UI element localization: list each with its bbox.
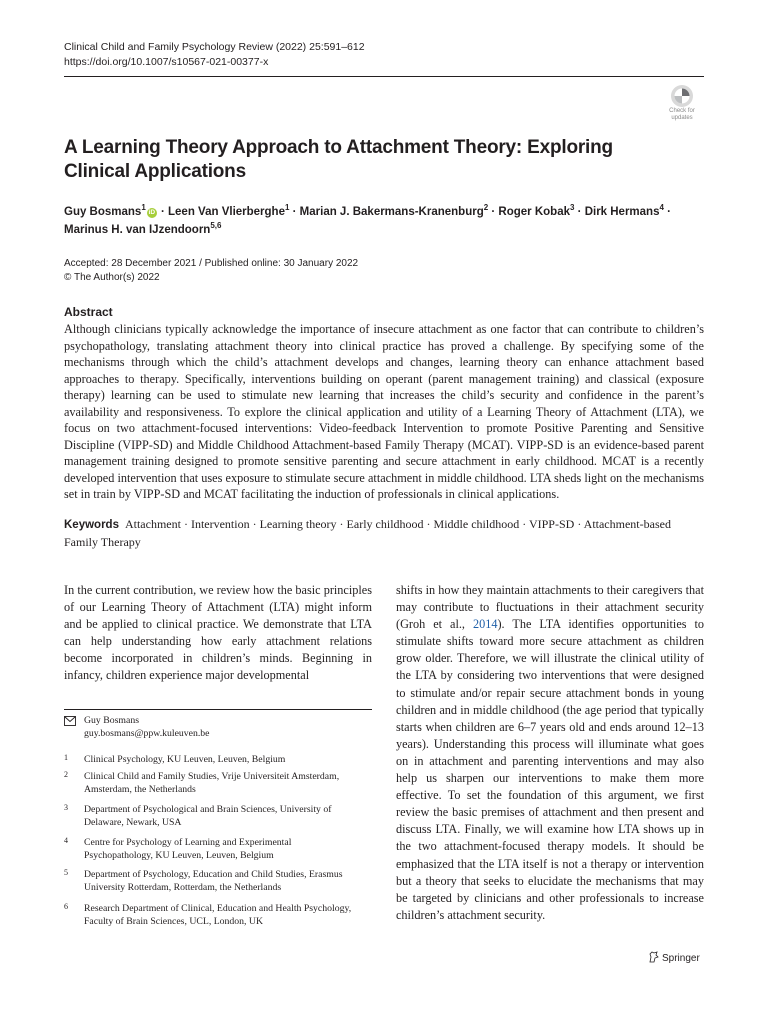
author-affiliation: 1 <box>284 203 290 213</box>
author-name[interactable]: Guy Bosmans <box>64 206 142 218</box>
affiliation-text: Clinical Child and Family Studies, Vrije Universiteit Amsterdam, Amsterdam, the Netherlands <box>84 771 340 795</box>
abstract-text: Although clinicians typically acknowledge the importance of insecure attachment as one factor that can contribute to children’s psychopathology, translating attachment theory into clinical practice has proved a challenge. By specifying some of the mechanisms through which the child’s attachment develops and changes, learning theory can enhance attachment based approaches to therapy. Specifically, interventions building on operant (parent management training) and classical (exposure therapy) learning can be used to stimulate new learning that increases the child’s security and confidence in the parent’s availability and responsiveness. To explore the clinical application and utility of a Learning Theory of Attachment (LTA), we focus on two attachment-focused interventions: Video-feedback Intervention to promote Positive Parenting and Sensitive Discipline (VIPP-SD) and Middle Childhood Attachment-based Family Therapy (MCAT). VIPP-SD is an evidence-based parent management training designed to promote sensitive parenting and secure attachment in early childhood. MCAT is a recently developed intervention that uses exposure to stimulate secure attachment in middle childhood. LTA sheds light on the mechanisms set in train by VIPP-SD and MCAT facilitating the induction of professionals in clinical applications. <box>64 322 704 502</box>
footnote-divider <box>64 709 372 710</box>
journal-header <box>64 40 365 70</box>
author-name[interactable]: Dirk Hermans <box>584 206 660 218</box>
keywords-label: Keywords <box>64 519 119 531</box>
author-affiliation: 5,6 <box>210 221 222 231</box>
corresponding-name: Guy Bosmans <box>84 715 139 726</box>
envelope-icon <box>64 716 76 726</box>
springer-horse-icon <box>648 951 659 963</box>
affiliation-text: Research Department of Clinical, Education and Health Psychology, Faculty of Brain Sciences, UCL, London, UK <box>84 903 352 927</box>
author-name[interactable]: Leen Van Vlierberghe <box>168 206 285 218</box>
affiliation-number: 1 <box>64 753 68 762</box>
affiliation-text: Department of Psychology, Education and Child Studies, Erasmus University Rotterdam, Rotterdam, the Netherlands <box>84 869 343 893</box>
abstract-heading: Abstract <box>64 305 113 319</box>
publisher-name: Springer <box>662 953 700 964</box>
orcid-icon[interactable]: iD <box>148 209 156 216</box>
crossmark-label-1: Check for <box>669 108 695 114</box>
affiliation-number: 2 <box>64 770 68 779</box>
author-affiliation: 2 <box>483 203 489 213</box>
crossmark-icon <box>670 84 694 108</box>
journal-citation: Clinical Child and Family Psychology Review (2022) 25:591–612 <box>64 41 365 53</box>
affiliation-text: Clinical Psychology, KU Leuven, Leuven, Belgium <box>84 754 286 765</box>
check-for-updates-badge[interactable] <box>662 84 702 124</box>
publisher-logo <box>648 951 700 966</box>
author-list: Guy Bosmans$^1$iD · Leen Van Vlierberghe$^1$ · Marian J. Bakermans-Kranenburg$^2$ · Roger Kobak$^3$ · Dirk Hermans$^4$ · Marinus H. van IJzendoorn$^{5,6}$ <box>64 203 671 236</box>
header-divider <box>64 76 704 77</box>
copyright-notice: © The Author(s) 2022 <box>64 272 160 283</box>
affiliation-number: 6 <box>64 902 68 911</box>
author-name[interactable]: Marian J. Bakermans-Kranenburg <box>299 206 484 218</box>
body-text-part: shifts in how they maintain attachments to their caregivers that may contribute to fluctuations in their attachment security (Groh et al., <box>396 583 704 632</box>
body-right-column <box>396 582 704 924</box>
accepted-published-dates: Accepted: 28 December 2021 / Published online: 30 January 2022 <box>64 258 359 269</box>
corresponding-email[interactable]: guy.bosmans@ppw.kuleuven.be <box>84 728 210 739</box>
affiliation-text: Department of Psychological and Brain Sciences, University of Delaware, Newark, USA <box>84 804 332 828</box>
affiliation-text: Centre for Psychology of Learning and Experimental Psychopathology, KU Leuven, Leuven, Belgium <box>84 837 292 861</box>
affiliation-number: 4 <box>64 836 68 845</box>
affiliation-number: 3 <box>64 803 68 812</box>
affiliation-number: 5 <box>64 868 68 877</box>
author-name[interactable]: Roger Kobak <box>498 206 570 218</box>
body-text-part: ). The LTA identifies opportunities to stimulate shifts toward more secure attachment as children grow older. Therefore, we will illustrate the clinical utility of the LTA by considering two interventions that were designed to stimulate and/or repair secure attachment bonds in young children and in middle childhood (the age period that typically starts when children are 6–7 years old and ends around 12–13 years). Understanding this process will illuminate what goes on in attachment and parenting interventions and may also help us sharpen our interventions to make them more effective. To set the foundation of this argument, we first review the basic premises of attachment and then present and discuss LTA. Finally, we will examine how LTA shows up in the two attachment-focused therapy models. It should be emphasized that the LTA itself is not a therapy or intervention but a theory that seeks to elucidate the mechanisms that may be targeted by clinicians and other professionals to increase children’s attachment security. <box>396 617 705 922</box>
keywords-section <box>64 516 704 551</box>
crossmark-label-2: updates <box>671 115 693 121</box>
citation-link[interactable]: 2014 <box>472 617 498 632</box>
author-affiliation: 3 <box>570 203 575 213</box>
doi-link[interactable]: https://doi.org/10.1007/s10567-021-00377-x <box>64 56 269 68</box>
author-affiliation: 1 <box>141 203 146 213</box>
publication-dates <box>64 257 358 285</box>
author-name[interactable]: Marinus H. van IJzendoorn <box>64 224 211 236</box>
body-left-column: In the current contribution, we review how the basic principles of our Learning Theory of Attachment (LTA) might inform and be applied to clinical practice. We demonstrate that LTA can help understanding how early attachment relations become incorporated in children’s minds. Beginning in infancy, children experience major developmental <box>64 583 372 683</box>
author-affiliation: 4 <box>659 203 664 213</box>
keywords-text: Attachment · Intervention · Learning theory · Early childhood · Middle childhood · VIPP-SD · Attachment-based Family Therapy <box>64 517 671 549</box>
article-title: A Learning Theory Approach to Attachment Theory: Exploring Clinical Applications <box>64 137 613 182</box>
